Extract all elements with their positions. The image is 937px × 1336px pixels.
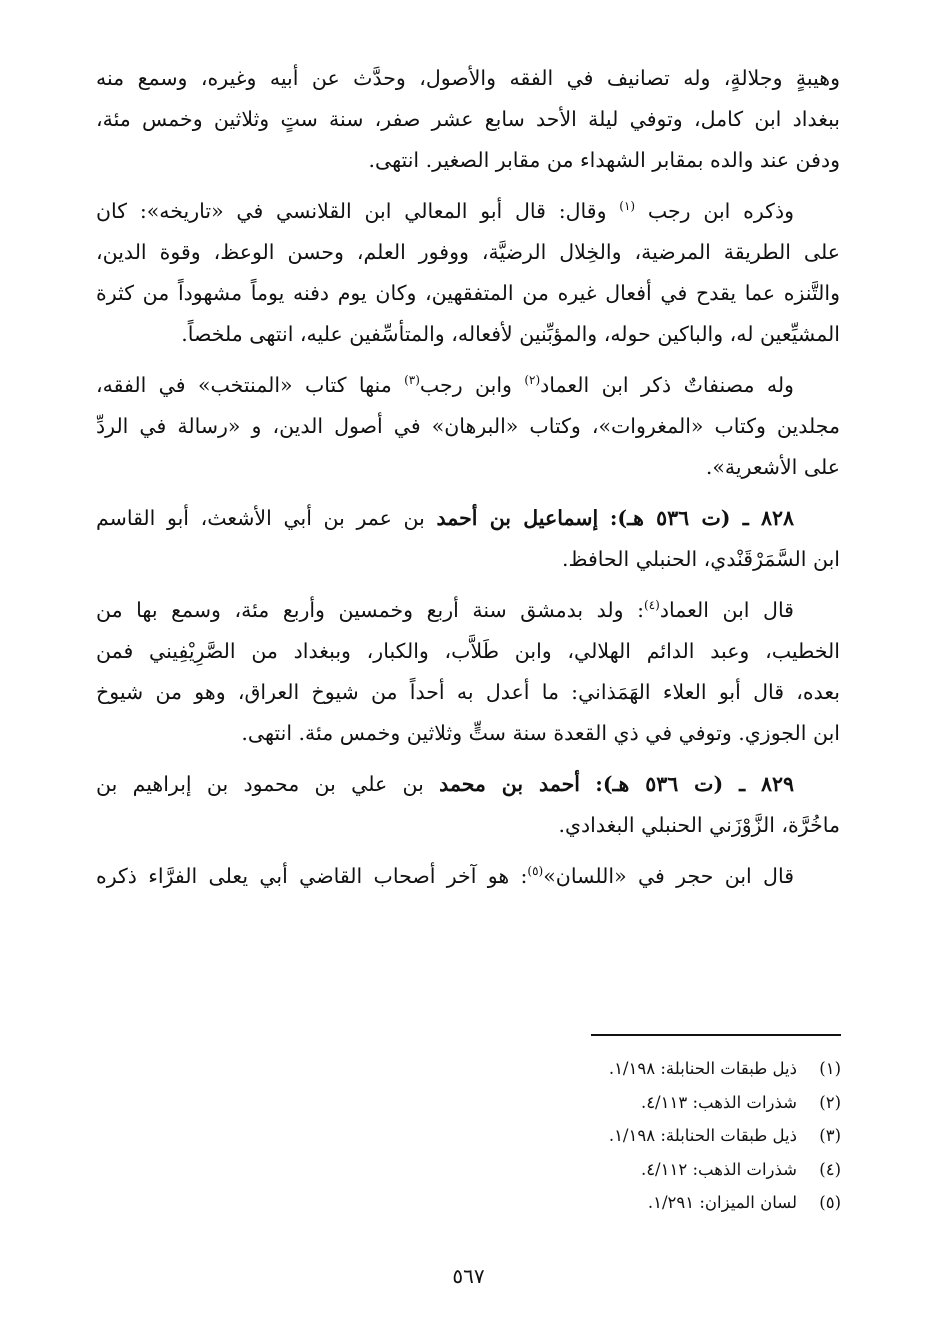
- footnote-number: (١): [819, 1059, 841, 1078]
- entry-name: أحمد بن محمد: [439, 772, 580, 796]
- text-segment: قال ابن حجر في «اللسان»: [543, 864, 794, 888]
- paragraph: [96, 191, 840, 355]
- text-segment: وله مصنفاتٌ ذكر ابن العماد: [540, 373, 794, 397]
- text-line: [96, 498, 840, 539]
- entry-heading: [96, 498, 840, 580]
- text-line: على الأشعرية».: [705, 455, 840, 479]
- footnote-number: (٥): [819, 1193, 841, 1212]
- text-line: [96, 856, 840, 897]
- paragraph: [96, 58, 840, 181]
- footnote-ref: (١): [619, 199, 636, 214]
- entry-number: ٨٢٨ ـ (ت ٥٣٦ هـ):: [609, 506, 794, 530]
- text-line: ببغداد ابن كامل، وتوفي ليلة الأحد سابع عشر صفر، سنة ستٍ وثلاثين وخمس مئة،: [96, 107, 840, 131]
- text-line: ماخُرَّة، الزَّوْزَني الحنبلي البغدادي.: [558, 813, 840, 837]
- text-segment: منها كتاب «المنتخب» في الفقه،: [96, 373, 392, 397]
- footnote-text: ذيل طبقات الحنابلة: ١/١٩٨.: [608, 1126, 797, 1145]
- text-segment: وقال: قال أبو المعالي ابن القلانسي في «تاريخه»: كان: [96, 199, 607, 223]
- entry-heading: [96, 764, 840, 846]
- footnote-ref: (٤): [644, 598, 660, 613]
- page-number: ٥٦٧: [452, 1264, 485, 1288]
- text-line: بعده، قال أبو العلاء الهَمَذاني: ما أعدل به أحداً من شيوخ العراق، وهو من شيوخ: [96, 680, 840, 704]
- footnote: [341, 1052, 841, 1086]
- paragraph: [96, 856, 840, 897]
- text-line: [96, 590, 840, 631]
- entry-number: ٨٢٩ ـ (ت ٥٣٦ هـ):: [595, 772, 795, 796]
- text-line: ودفن عند والده بمقابر الشهداء من مقابر الصغير. انتهى.: [368, 148, 840, 172]
- text-line: على الطريقة المرضية، والخِلال الرضيَّة، ووفور العلم، وحسن الوعظ، وقوة الدين،: [96, 240, 840, 264]
- text-line: المشيِّعين له، والباكين حوله، والمؤبِّنين لأفعاله، والمتأسِّفين عليه، انتهى ملخصاً.: [181, 322, 840, 346]
- footnote-ref: (٢): [524, 373, 541, 388]
- text-segment: : هو آخر أصحاب القاضي أبي يعلى الفرَّاء ذكره: [96, 864, 528, 888]
- paragraph: [96, 365, 840, 488]
- footnote-text: ذيل طبقات الحنابلة: ١/١٩٨.: [608, 1059, 797, 1078]
- footnote-divider: [591, 1034, 841, 1036]
- footnote: [341, 1119, 841, 1153]
- text-line: الخطيب، وعبد الدائم الهلالي، وابن طَلاَّب، والكبار، وببغداد من الصَّرِيْفِيني فمن: [96, 639, 840, 663]
- text-segment: : ولد بدمشق سنة أربع وخمسين وأربع مئة، وسمع بها من: [96, 598, 645, 622]
- page-body: [96, 58, 840, 907]
- text-line: ابن الجوزي. وتوفي في ذي القعدة سنة ستٍّ وثلاثين وخمس مئة. انتهى.: [241, 721, 840, 745]
- footnote-ref: (٥): [527, 864, 544, 879]
- text-segment: بن علي بن محمود بن إبراهيم بن: [96, 772, 424, 796]
- text-segment: وابن رجب: [419, 373, 512, 397]
- footnote-number: (٤): [819, 1159, 841, 1179]
- footnote-text: شذرات الذهب: ٤/١١٣.: [640, 1092, 797, 1112]
- text-line: ابن السَّمَرْقَنْدي، الحنبلي الحافظ.: [562, 547, 840, 571]
- entry-name: إسماعيل بن أحمد: [436, 506, 599, 530]
- text-segment: بن عمر بن أبي الأشعث، أبو القاسم: [96, 506, 425, 530]
- footnote-text: لسان الميزان: ١/٢٩١.: [647, 1193, 797, 1212]
- text-line: [96, 191, 840, 232]
- text-line: مجلدين وكتاب «المغروات»، وكتاب «البرهان» في أصول الدين، و «رسالة في الردِّ: [96, 414, 840, 438]
- text-line: والتَّنزه عما يقدح في أفعال غيره من المتفقهين، وكان يوم دفنه يوماً مشهوداً من كثرة: [96, 281, 840, 305]
- text-segment: قال ابن العماد: [659, 598, 794, 622]
- footnote: [341, 1153, 841, 1187]
- text-segment: وذكره ابن رجب: [647, 199, 794, 223]
- paragraph: [96, 590, 840, 754]
- text-line: [96, 764, 840, 805]
- text-line: [96, 365, 840, 406]
- footnote: [341, 1086, 841, 1120]
- footnote-text: شذرات الذهب: ٤/١١٢.: [640, 1159, 797, 1179]
- text-line: وهيبةٍ وجلالةٍ، وله تصانيف في الفقه والأصول، وحدَّث عن أبيه وغيره، وسمع منه: [96, 66, 840, 90]
- footnote: [341, 1186, 841, 1220]
- footnote-ref: (٣): [404, 373, 420, 388]
- footnotes: [341, 1052, 841, 1220]
- footnote-number: (٢): [819, 1092, 841, 1112]
- footnote-number: (٣): [819, 1126, 841, 1145]
